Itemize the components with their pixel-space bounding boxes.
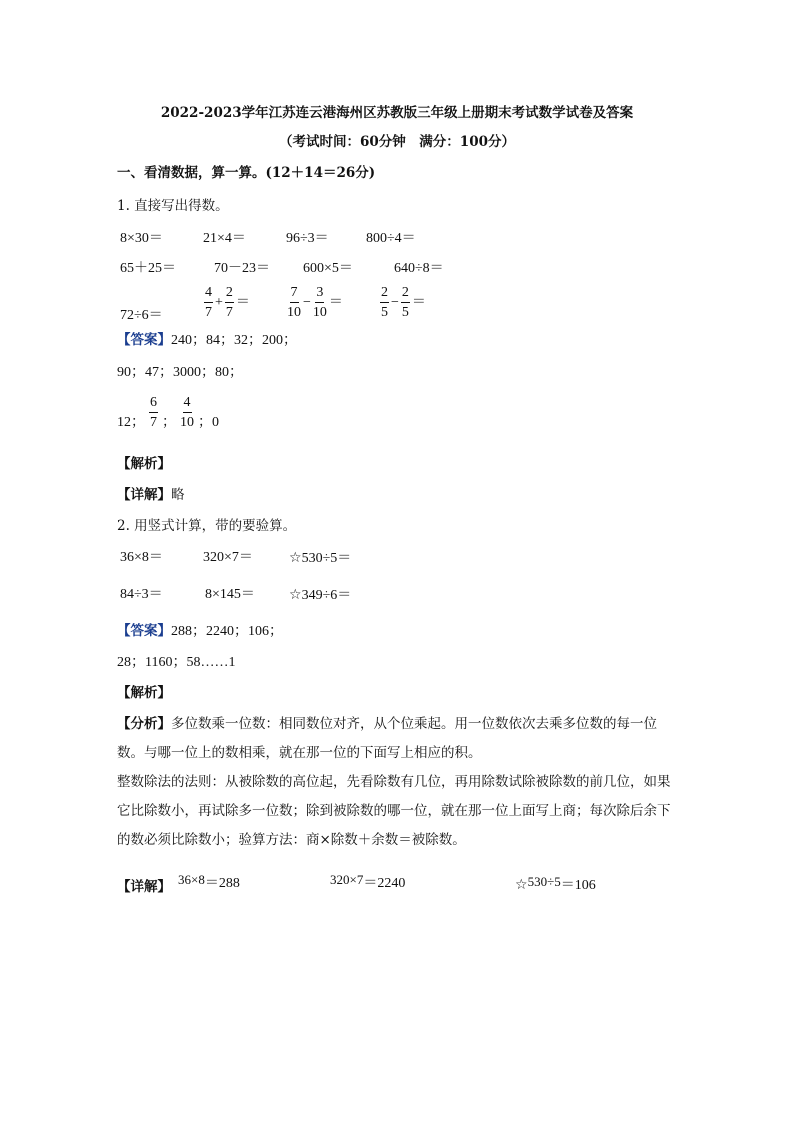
q2-analysis-p2: 整数除法的法则：从被除数的高位起，先看除数有几位，再用除数试除被除数的前几位，如果它比除数小，再试除多一位数；除到被除数的哪一位，就在那一位上面写上商；每次除后余下的数必须比除数小；验算方法：商×除数＋余数＝被除数。 xyxy=(117,774,671,848)
q1-answer xyxy=(117,334,297,348)
q1-r2-4: 640÷8＝ xyxy=(394,261,444,276)
fraction: $\frac{4}{10}$ xyxy=(180,395,194,430)
q2-answer-line2: 28；1160；58……1 xyxy=(117,655,236,670)
q2-r2-3: ☆349÷6＝ xyxy=(289,587,352,603)
q2-analysis-tag: 【解析】 xyxy=(117,685,171,701)
q2-analysis-p1: 【分析】多位数乘一位数：相同数位对齐，从个位乘起。用一位数依次去乘多位数的每一位数。与哪一位上的数相乘，就在那一位的下面写上相应的积。 xyxy=(117,716,657,761)
section1-heading: 一、看清数据，算一算。(12＋14＝26分) xyxy=(117,165,376,181)
fraction: $\frac{2}{5}$ xyxy=(401,285,409,320)
q1-r1-3: 96÷3＝ xyxy=(286,231,329,246)
fraction: $\frac{2}{5}$ xyxy=(381,285,388,320)
fraction: $\frac{2}{7}$ xyxy=(225,285,233,320)
fraction: $\frac{6}{7}$ xyxy=(150,395,157,430)
page-title: 2022-2023学年江苏连云港海州区苏教版三年级上册期末考试数学试卷及答案 xyxy=(160,105,634,121)
q1-r3-1: 72÷6＝ xyxy=(120,308,163,323)
answer-tag: 【答案】 xyxy=(117,332,171,348)
q1-answer-line3: 12； $\frac{6}{7}$ ； $\frac{4}{10}$ ；0 xyxy=(117,395,219,430)
q1-r1-1: 8×30＝ xyxy=(120,231,163,246)
star-icon: ☆ xyxy=(289,587,302,603)
q1-r2-2: 70－23＝ xyxy=(214,261,270,276)
q2-r2-1: 84÷3＝ xyxy=(120,587,163,602)
q1-answer-line2: 90；47；3000；80； xyxy=(117,365,243,380)
fraction: $\frac{3}{10}$ xyxy=(312,285,327,320)
q2-r2-2: 8×145＝ xyxy=(205,587,255,602)
q2-label: 2. 用竖式计算，带的要验算。 xyxy=(117,518,297,534)
q2-detail-2: 320×7＝2240 xyxy=(330,872,406,891)
q1-r1-2: 21×4＝ xyxy=(203,231,246,246)
q1-detail: 【详解】略 xyxy=(117,487,185,503)
q1-label: 1. 直接写出得数。 xyxy=(117,198,229,214)
q1-analysis-tag: 【解析】 xyxy=(117,456,171,472)
star-icon: ☆ xyxy=(289,550,302,566)
answer-text: 240；84；32；200； xyxy=(171,333,297,348)
fraction: $\frac{4}{7}$ xyxy=(205,285,212,320)
answer-tag: 【答案】 xyxy=(117,623,171,639)
q1-frac-expr-3: $\frac{2}{5}$ − $\frac{2}{5}$ ＝ xyxy=(381,285,426,320)
fraction: $\frac{7}{10}$ xyxy=(287,285,301,320)
star-icon: ☆ xyxy=(515,877,528,893)
q1-r2-3: 600×5＝ xyxy=(303,261,353,276)
q2-r1-1: 36×8＝ xyxy=(120,550,163,565)
q2-r1-3: ☆530÷5＝ xyxy=(289,550,352,566)
q1-frac-expr-1: $\frac{4}{7}$ + $\frac{2}{7}$ ＝ xyxy=(205,285,250,320)
q2-detail: 【详解】 xyxy=(117,879,171,895)
q2-r1-2: 320×7＝ xyxy=(203,550,253,565)
q1-frac-expr-2: $\frac{7}{10}$ − $\frac{3}{10}$ ＝ xyxy=(287,285,343,320)
q2-answer: 【答案】288；2240；106； xyxy=(117,623,283,639)
q2-detail-1: 36×8＝288 xyxy=(178,872,240,891)
q1-r1-4: 800÷4＝ xyxy=(366,231,416,246)
page-subtitle: （考试时间：60分钟 满分：100分） xyxy=(279,134,515,150)
q2-detail-3: ☆530÷5＝106 xyxy=(515,874,596,893)
q1-r2-1: 65＋25＝ xyxy=(120,261,176,276)
